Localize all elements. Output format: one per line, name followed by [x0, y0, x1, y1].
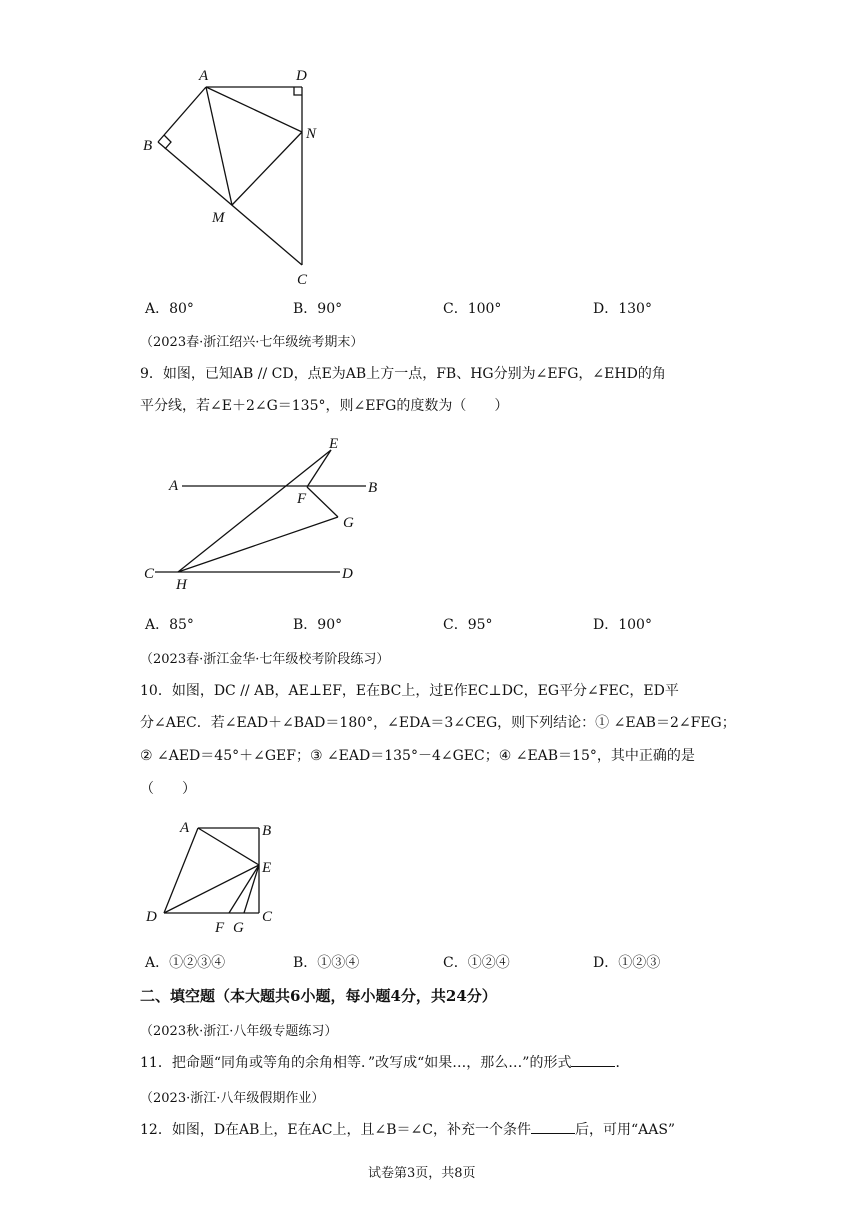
label-C: C	[297, 272, 308, 288]
q12-source: （2023·浙江·八年级假期作业）	[140, 1091, 325, 1106]
q8-choice-b: B．90°	[293, 301, 343, 317]
label-A: A	[169, 478, 179, 494]
q9-source: （2023春·浙江绍兴·七年级统考期末）	[140, 335, 364, 350]
q8-choice-d: D．130°	[593, 301, 652, 317]
figure-q8	[140, 60, 340, 295]
label-B: B	[143, 138, 153, 154]
q9-choice-b: B．90°	[293, 617, 343, 633]
label-B: B	[262, 823, 272, 839]
q10-line3: ② ∠AED＝45°＋∠GEF；③ ∠EAD＝135°－4∠GEC；④ ∠EAB＝15°，其中正确的是	[140, 748, 695, 764]
q12-end: 后，可用“AAS”	[574, 1122, 676, 1138]
figure-q10	[140, 812, 300, 942]
label-G: G	[343, 515, 354, 531]
label-M: M	[212, 210, 225, 226]
q10-source: （2023春·浙江金华·七年级校考阶段练习）	[140, 652, 390, 667]
q10-line1: 10．如图，DC // AB，AE⊥EF，E在BC上，过E作EC⊥DC，EG平分∠FEC，ED平	[140, 683, 679, 699]
label-E: E	[329, 436, 339, 452]
q8-choice-a: A．80°	[145, 301, 194, 317]
label-F: F	[297, 491, 307, 507]
q9-line1: 9．如图，已知AB // CD，点E为AB上方一点，FB、HG分别为∠EFG，∠EHD的角	[140, 366, 666, 382]
q9-choice-c: C．95°	[443, 617, 493, 633]
q11-source: （2023秋·浙江·八年级专题练习）	[140, 1024, 338, 1039]
label-D: D	[146, 909, 157, 925]
q9-choice-a: A．85°	[145, 617, 194, 633]
q11-end: ．	[615, 1055, 630, 1071]
label-C: C	[262, 909, 273, 925]
label-H: H	[176, 577, 187, 593]
q10-choice-a: A．①②③④	[145, 955, 226, 971]
answer-blank	[571, 1054, 615, 1067]
label-A: A	[180, 820, 190, 836]
label-F: F	[215, 920, 225, 936]
q10-choice-b: B．①③④	[293, 955, 360, 971]
figure-q9	[140, 432, 390, 594]
label-D: D	[342, 566, 353, 582]
q9-line2: 平分线，若∠E＋2∠G＝135°，则∠EFG的度数为（ ）	[140, 398, 509, 414]
q12-text	[140, 1120, 675, 1140]
label-B: B	[368, 480, 378, 496]
q10-choice-c: C．①②④	[443, 955, 510, 971]
q10-choice-d: D．①②③	[593, 955, 661, 971]
q8-choice-c: C．100°	[443, 301, 502, 317]
q10-line4: （ ）	[140, 781, 196, 797]
answer-blank	[531, 1121, 575, 1134]
label-C: C	[144, 566, 155, 582]
label-E: E	[262, 860, 272, 876]
q12-question: 12．如图，D在AB上，E在AC上，且∠B＝∠C，补充一个条件	[140, 1122, 531, 1138]
page-footer: 试卷第3页，共8页	[368, 1166, 476, 1181]
q11-question: 11．把命题“同角或等角的余角相等．”改写成“如果…，那么…”的形式	[140, 1055, 572, 1071]
label-A: A	[199, 68, 209, 84]
q11-text	[140, 1053, 629, 1073]
label-N: N	[306, 126, 317, 142]
q9-choice-d: D．100°	[593, 617, 652, 633]
q10-line2: 分∠AEC．若∠EAD＋∠BAD＝180°，∠EDA＝3∠CEG，则下列结论：① ∠EAB＝2∠FEG；	[140, 715, 736, 731]
label-D: D	[296, 68, 307, 84]
section-title: 二、填空题（本大题共6小题，每小题4分，共24分）	[140, 987, 497, 1005]
label-G: G	[233, 920, 244, 936]
